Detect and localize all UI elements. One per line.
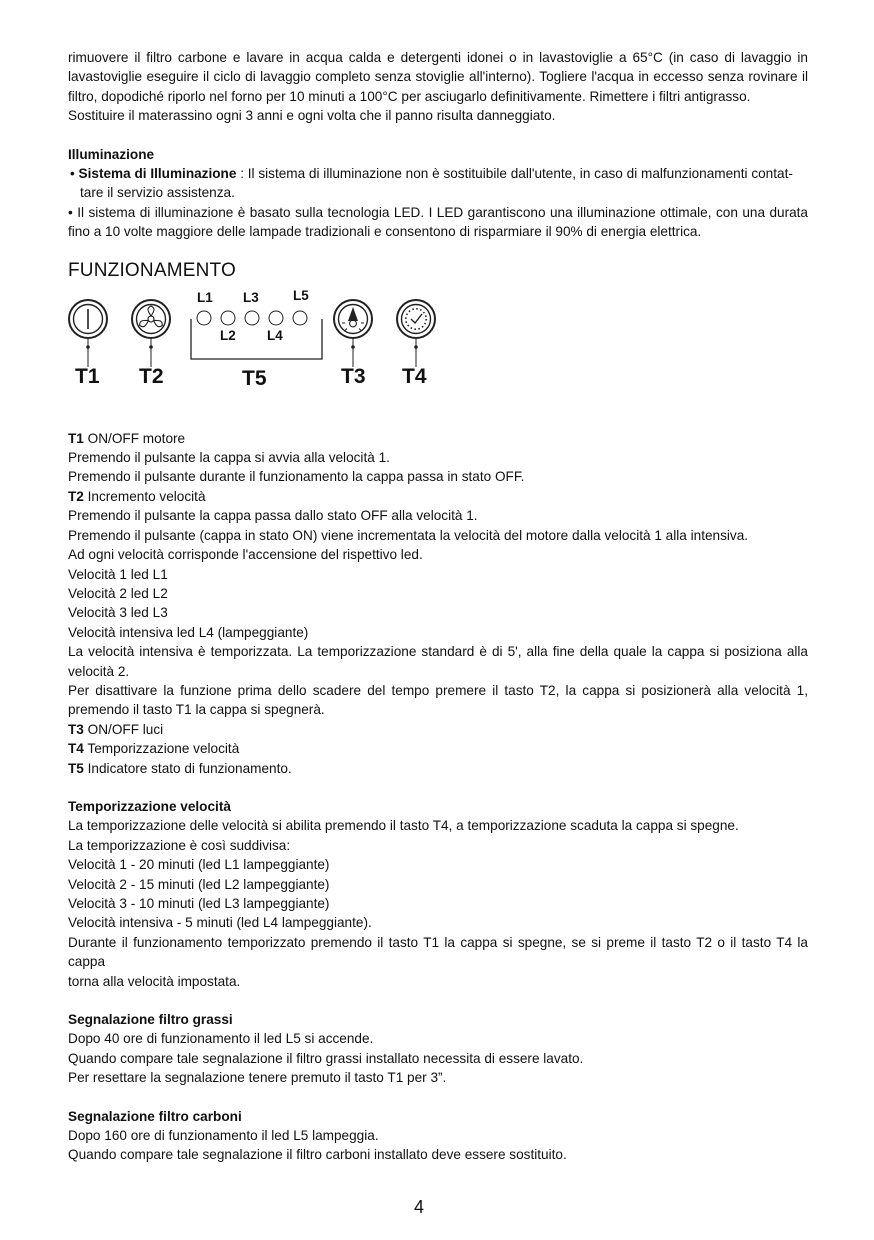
temporizzazione-line-3: Velocità 1 - 20 minuti (led L1 lampeggiante): [68, 857, 330, 873]
t1-heading: [68, 429, 808, 448]
section-title-funzionamento: FUNZIONAMENTO: [68, 259, 236, 281]
temporizzazione-line-7: Durante il funzionamento temporizzato premendo il tasto T1 la cappa si spegne, se si preme il tasto T2 o il tasto T4 la cappa: [68, 934, 808, 970]
label-l3: L3: [243, 289, 259, 305]
t1-key: T1: [68, 430, 84, 446]
document-page: [68, 48, 808, 1165]
label-t1: T1: [75, 364, 100, 388]
t3-key: T3: [68, 721, 84, 737]
section-heading-carboni: Segnalazione filtro carboni: [68, 1108, 242, 1124]
grassi-line-1: Dopo 40 ore di funzionamento il led L5 si accende.: [68, 1031, 374, 1047]
temporizzazione-line-1: La temporizzazione delle velocità si abilita premendo il tasto T4, a temporizzazione scaduta la cappa si spegne.: [68, 818, 739, 834]
timer-button-icon: [397, 300, 435, 338]
intro-paragraph: rimuovere il filtro carbone e lavare in acqua calda e detergenti idonei o in lavastoviglie a 65°C (in caso di lavaggio in lavastoviglie eseguire il ciclo di lavaggio completo senza stoviglie all'interno). Togliere l'acqua in eccesso senza rovinare il filtro, dopodiché riporlo nel forno per 10 minuti a 100°C per asciugarlo definitivamente. Rimettere i filtri antigrasso.: [68, 50, 808, 104]
carboni-line-2: Quando compare tale segnalazione il filtro carboni installato deve essere sostituito.: [68, 1147, 567, 1163]
led-indicators: [197, 311, 307, 325]
intro-paragraph-2: Sostituire il materassino ogni 3 anni e ogni volta che il panno risulta danneggiato.: [68, 108, 556, 124]
control-panel-diagram: [68, 289, 468, 397]
grassi-line-2: Quando compare tale segnalazione il filtro grassi installato necessita di essere lavato.: [68, 1050, 584, 1066]
grassi-line-3: Per resettare la segnalazione tenere premuto il tasto T1 per 3”.: [68, 1070, 447, 1086]
temporizzazione-line-8: torna alla velocità impostata.: [68, 973, 241, 989]
t2-heading: [68, 487, 808, 506]
section-heading-grassi: Segnalazione filtro grassi: [68, 1012, 233, 1028]
t3-label: ON/OFF luci: [83, 721, 164, 737]
t2-line-3: Ad ogni velocità corrisponde l'accensione del rispettivo led.: [68, 547, 423, 563]
speed-2-line: Velocità 2 led L2: [68, 585, 168, 601]
illuminazione-bullet-1-cont: tare il servizio assistenza.: [80, 185, 235, 201]
temporizzazione-line-4: Velocità 2 - 15 minuti (led L2 lampeggiante): [68, 876, 330, 892]
t4-heading: [68, 739, 808, 758]
led-l3: [245, 311, 259, 325]
label-l5: L5: [293, 287, 309, 303]
led-l4: [269, 311, 283, 325]
section-heading-illuminazione: Illuminazione: [68, 146, 155, 162]
light-button-icon: [334, 300, 372, 338]
speed-3-line: Velocità 3 led L3: [68, 605, 168, 621]
carboni-line-1: Dopo 160 ore di funzionamento il led L5 lampeggia.: [68, 1128, 379, 1144]
t2-line-1: Premendo il pulsante la cappa passa dallo stato OFF alla velocità 1.: [68, 508, 478, 524]
illuminazione-bullet-1: • Sistema di Illuminazione : Il sistema di illuminazione non è sostituibile dall'utente, in caso di malfunzionamenti contat-: [70, 166, 793, 182]
intensive-timer-paragraph: La velocità intensiva è temporizzata. La temporizzazione standard è di 5', alla fine della quale la cappa si posiziona alla velocità 2.: [68, 644, 808, 679]
led-l2: [221, 311, 235, 325]
power-button-icon: [69, 300, 107, 338]
label-l2: L2: [220, 327, 236, 343]
fan-button-icon: [132, 300, 170, 338]
label-l1: L1: [197, 289, 213, 305]
t1-label: ON/OFF motore: [83, 430, 186, 446]
t1-line-2: Premendo il pulsante durante il funzionamento la cappa passa in stato OFF.: [68, 469, 525, 485]
illuminazione-bullet-2: • Il sistema di illuminazione è basato sulla tecnologia LED. I LED garantiscono una illuminazione ottimale, con una durata fino a 10 volte maggiore delle lampade tradizionali e consentono di risparmiare il 90% di energia elettrica.: [68, 204, 808, 240]
temporizzazione-line-6: Velocità intensiva - 5 minuti (led L4 lampeggiante).: [68, 915, 372, 931]
label-t3: T3: [341, 364, 366, 388]
t2-label: Incremento velocità: [83, 488, 206, 504]
led-l5: [293, 311, 307, 325]
t3-heading: [68, 720, 808, 739]
t4-key: T4: [68, 741, 84, 757]
t2-key: T2: [68, 488, 84, 504]
deactivate-paragraph: Per disattivare la funzione prima dello scadere del tempo premere il tasto T2, la cappa si posizionerà alla velocità 1, premendo il tasto T1 la cappa si spegnerà.: [68, 682, 808, 718]
t1-line-1: Premendo il pulsante la cappa si avvia alla velocità 1.: [68, 450, 390, 466]
led-l1: [197, 311, 211, 325]
t5-heading: [68, 759, 808, 778]
page-number: 4: [413, 1197, 424, 1217]
section-heading-temporizzazione: Temporizzazione velocità: [68, 798, 231, 814]
illuminazione-bullet-1-text: : Il sistema di illuminazione non è sostituibile dall'utente, in caso di malfunzionamenti contat-: [236, 166, 793, 182]
speed-1-line: Velocità 1 led L1: [68, 566, 168, 582]
t2-line-2: Premendo il pulsante (cappa in stato ON) viene incrementata la velocità del motore dalla velocità 1 alla intensiva.: [68, 527, 749, 543]
t5-key: T5: [68, 760, 84, 776]
speed-intensive-line: Velocità intensiva led L4 (lampeggiante): [68, 624, 309, 640]
label-t4: T4: [402, 364, 427, 388]
label-t2: T2: [139, 364, 164, 388]
temporizzazione-line-2: La temporizzazione è così suddivisa:: [68, 837, 291, 853]
illuminazione-bullet-1-bold: Sistema di Illuminazione: [78, 166, 237, 182]
label-t5: T5: [242, 366, 267, 390]
t5-label: Indicatore stato di funzionamento.: [83, 760, 292, 776]
label-l4: L4: [267, 327, 283, 343]
temporizzazione-line-5: Velocità 3 - 10 minuti (led L3 lampeggiante): [68, 896, 330, 911]
t4-label: Temporizzazione velocità: [83, 741, 240, 757]
